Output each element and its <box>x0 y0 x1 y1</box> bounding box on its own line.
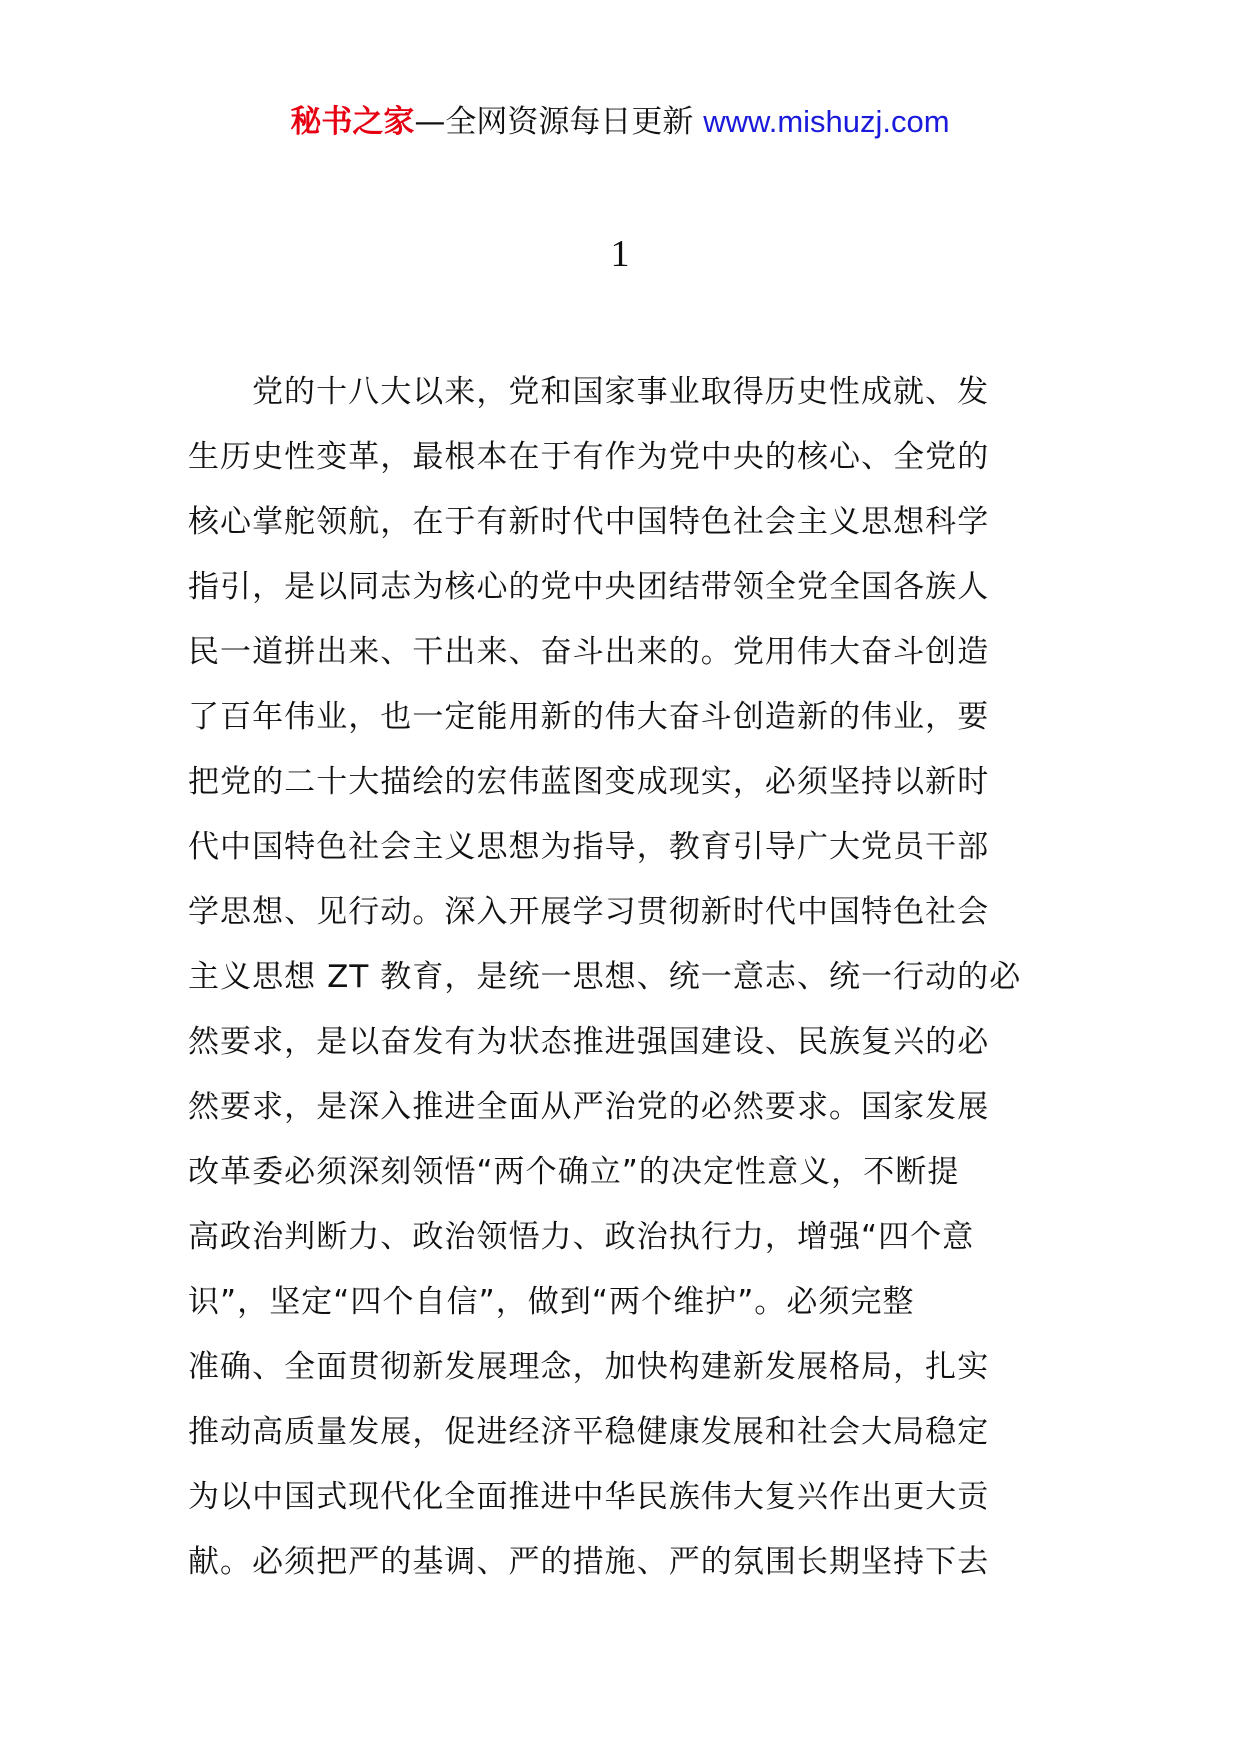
paragraph-line: 改革委必须深刻领悟“两个确立”的决定性意义，不断提 <box>188 1154 960 1190</box>
page-number: 1 <box>610 233 630 275</box>
paragraph-line: 准确、全面贯彻新发展理念，加快构建新发展格局，扎实 <box>188 1349 990 1385</box>
site-tagline: —全网资源每日更新 <box>414 104 704 140</box>
site-url-link[interactable]: www.mishuzj.com <box>703 104 950 139</box>
paragraph-line: 指引，是以同志为核心的党中央团结带领全党全国各族人 <box>188 569 990 605</box>
paragraph-line: 识”，坚定“四个自信”，做到“两个维护”。必须完整 <box>188 1284 915 1320</box>
paragraph-line: 民一道拼出来、干出来、奋斗出来的。党用伟大奋斗创造 <box>188 634 990 670</box>
paragraph-line: 为以中国式现代化全面推进中华民族伟大复兴作出更大贡 <box>188 1479 990 1515</box>
paragraph-line: 献。必须把严的基调、严的措施、严的氛围长期坚持下去 <box>188 1544 990 1580</box>
paragraph-line: 然要求，是以奋发有为状态推进强国建设、民族复兴的必 <box>188 1024 990 1060</box>
paragraph-line: 了百年伟业，也一定能用新的伟大奋斗创造新的伟业，要 <box>188 699 990 735</box>
paragraph-line: 党的十八大以来，党和国家事业取得历史性成就、发 <box>252 374 990 410</box>
body-paragraph <box>188 360 1054 1595</box>
paragraph-line: 学思想、见行动。深入开展学习贯彻新时代中国特色社会 <box>188 894 990 930</box>
paragraph-line: 主义思想 ZT 教育，是统一思想、统一意志、统一行动的必 <box>188 959 1022 995</box>
paragraph-line: 把党的二十大描绘的宏伟蓝图变成现实，必须坚持以新时 <box>188 764 990 800</box>
paragraph-line: 核心掌舵领航，在于有新时代中国特色社会主义思想科学 <box>188 504 990 540</box>
paragraph-line: 生历史性变革，最根本在于有作为党中央的核心、全党的 <box>188 439 990 475</box>
paragraph-line: 代中国特色社会主义思想为指导，教育引导广大党员干部 <box>188 829 990 865</box>
paragraph-line: 高政治判断力、政治领悟力、政治执行力，增强“四个意 <box>188 1219 975 1255</box>
paragraph-line: 然要求，是深入推进全面从严治党的必然要求。国家发展 <box>188 1089 990 1125</box>
site-header <box>0 102 1240 142</box>
paragraph-line: 推动高质量发展，促进经济平稳健康发展和社会大局稳定 <box>188 1414 990 1450</box>
site-brand: 秘书之家 <box>290 104 415 140</box>
